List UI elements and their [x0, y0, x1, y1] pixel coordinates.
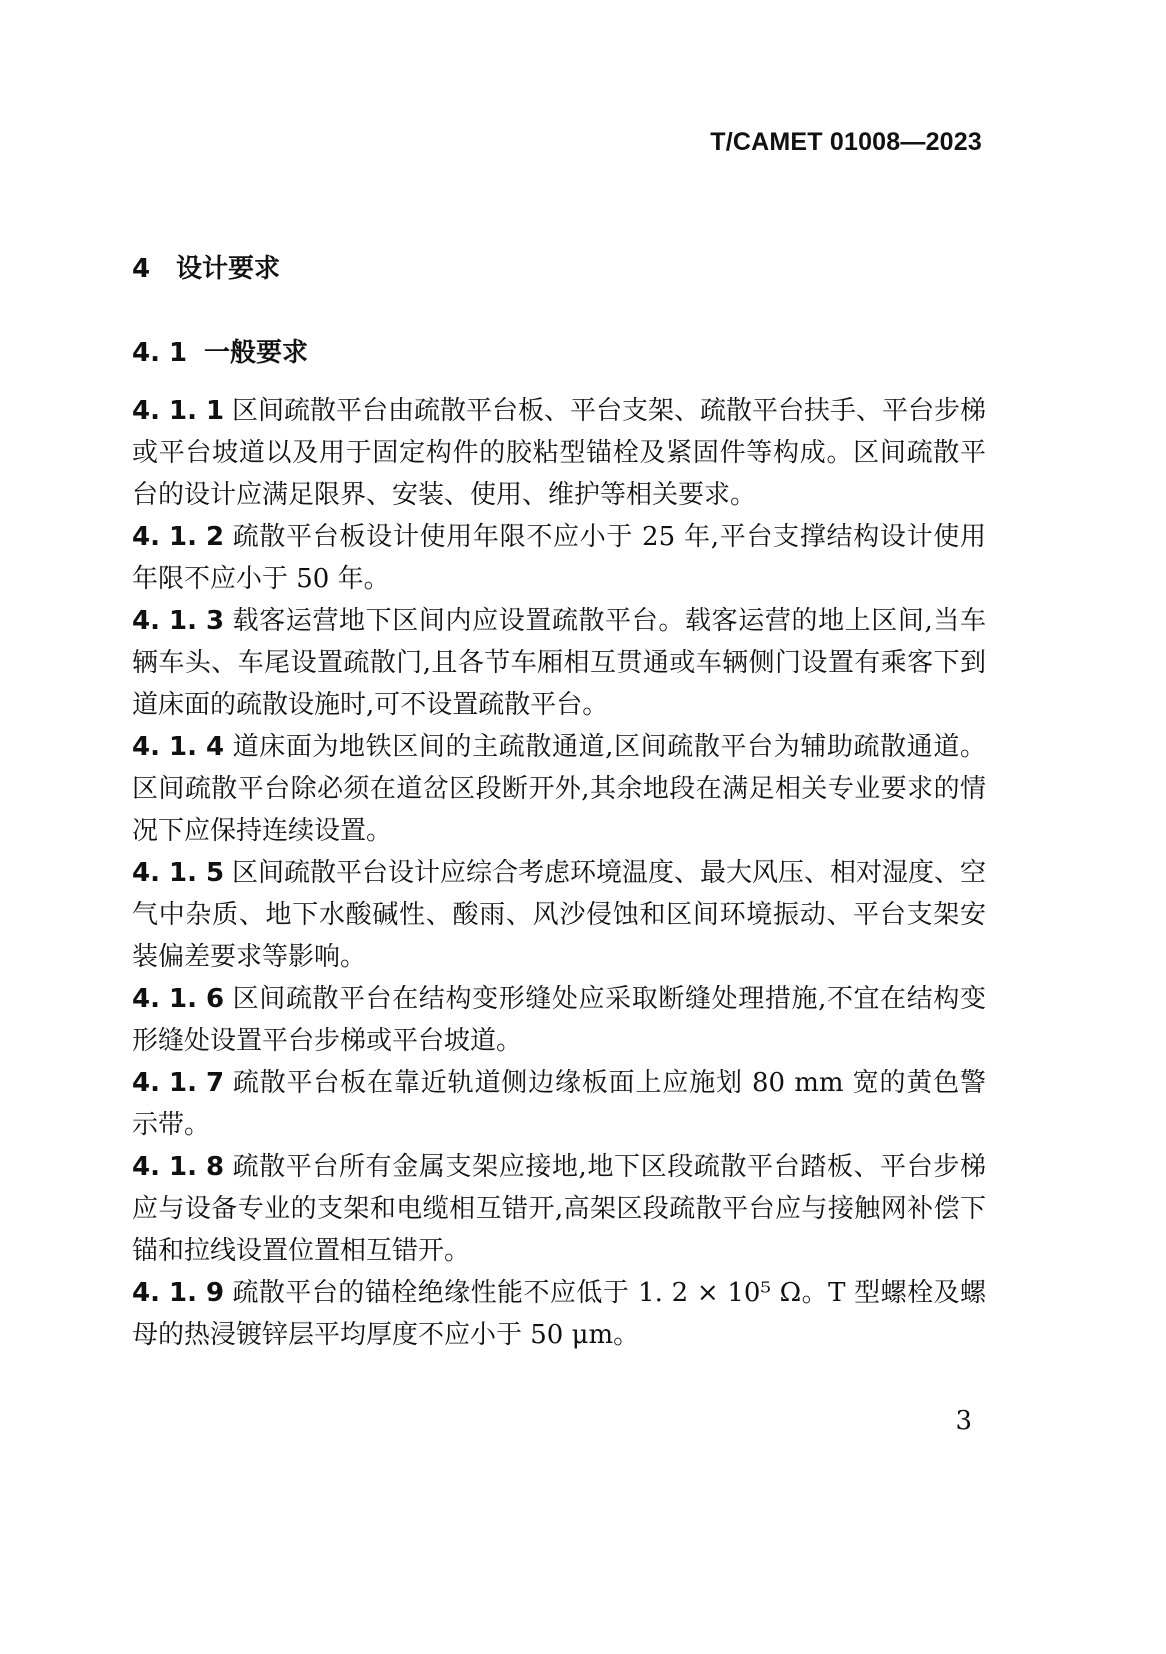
section-heading [132, 248, 280, 285]
clause-list [132, 390, 986, 1356]
clause-text: 道床面为地铁区间的主疏散通道,区间疏散平台为辅助疏散通道。区间疏散平台除必须在道岔区段断开外,其余地段在满足相关专业要求的情况下应保持连续设置。 [132, 732, 986, 846]
clause-4-1-1 [132, 390, 986, 516]
clause-4-1-7 [132, 1062, 986, 1146]
subsection-heading [132, 332, 308, 369]
clause-4-1-8 [132, 1146, 986, 1272]
clause-4-1-3 [132, 600, 986, 726]
clause-number: 4. 1. 1 [132, 396, 225, 426]
clause-text: 疏散平台板在靠近轨道侧边缘板面上应施划 80 mm 宽的黄色警示带。 [132, 1068, 986, 1140]
clause-number: 4. 1. 7 [132, 1068, 225, 1098]
clause-text: 疏散平台的锚栓绝缘性能不应低于 1. 2 × 10⁵ Ω。T 型螺栓及螺母的热浸镀锌层平均厚度不应小于 50 μm。 [132, 1278, 986, 1350]
clause-4-1-9 [132, 1272, 986, 1356]
clause-number: 4. 1. 2 [132, 522, 225, 552]
clause-number: 4. 1. 6 [132, 984, 225, 1014]
standard-code: T/CAMET 01008—2023 [710, 128, 982, 156]
clause-text: 区间疏散平台设计应综合考虑环境温度、最大风压、相对湿度、空气中杂质、地下水酸碱性、酸雨、风沙侵蚀和区间环境振动、平台支架安装偏差要求等影响。 [132, 858, 987, 972]
clause-number: 4. 1. 4 [132, 732, 225, 762]
clause-4-1-2 [132, 516, 986, 600]
subsection-number: 4. 1 [132, 338, 188, 368]
subsection-title: 一般要求 [204, 338, 309, 368]
section-number: 4 [132, 254, 151, 284]
clause-number: 4. 1. 5 [132, 858, 225, 888]
clause-number: 4. 1. 8 [132, 1152, 225, 1182]
clause-4-1-4 [132, 726, 986, 852]
clause-text: 区间疏散平台在结构变形缝处应采取断缝处理措施,不宜在结构变形缝处设置平台步梯或平台坡道。 [132, 984, 986, 1056]
clause-text: 疏散平台板设计使用年限不应小于 25 年,平台支撑结构设计使用年限不应小于 50 年。 [132, 522, 986, 594]
clause-text: 载客运营地下区间内应设置疏散平台。载客运营的地上区间,当车辆车头、车尾设置疏散门,且各节车厢相互贯通或车辆侧门设置有乘客下到道床面的疏散设施时,可不设置疏散平台。 [132, 606, 986, 720]
clause-number: 4. 1. 9 [132, 1278, 225, 1308]
clause-number: 4. 1. 3 [132, 606, 225, 636]
clause-4-1-6 [132, 978, 986, 1062]
clause-4-1-5 [132, 852, 986, 978]
section-title: 设计要求 [176, 254, 281, 284]
page-number: 3 [955, 1406, 972, 1436]
clause-text: 区间疏散平台由疏散平台板、平台支架、疏散平台扶手、平台步梯或平台坡道以及用于固定构件的胶粘型锚栓及紧固件等构成。区间疏散平台的设计应满足限界、安装、使用、维护等相关要求。 [132, 396, 987, 510]
clause-text: 疏散平台所有金属支架应接地,地下区段疏散平台踏板、平台步梯应与设备专业的支架和电缆相互错开,高架区段疏散平台应与接触网补偿下锚和拉线设置位置相互错开。 [132, 1152, 986, 1266]
